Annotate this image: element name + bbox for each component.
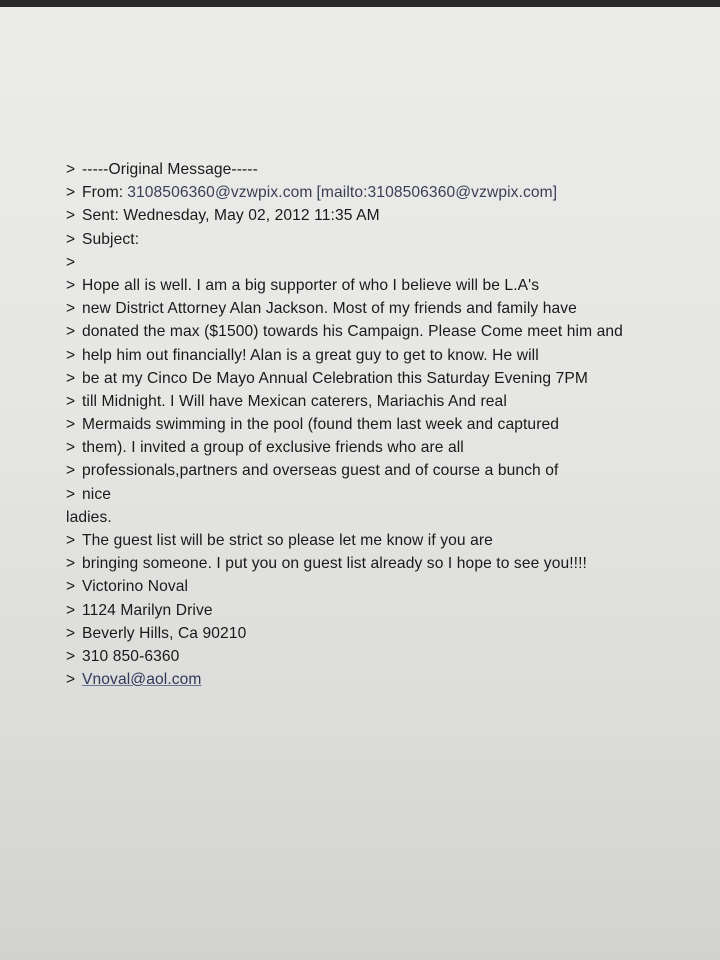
quote-mark: > [66, 671, 76, 689]
body-text: Hope all is well. I am a big supporter of who I believe will be L.A's [82, 276, 540, 294]
quote-mark: > [66, 416, 76, 434]
quote-mark: > [66, 346, 76, 364]
blank-quoted-line [66, 251, 706, 274]
closing-line [66, 529, 706, 552]
body-line [66, 274, 706, 297]
signature-name: Victorino Noval [82, 578, 189, 596]
quote-mark: > [66, 578, 76, 596]
signature-city: Beverly Hills, Ca 90210 [82, 624, 247, 642]
body-line [66, 390, 706, 413]
body-text: help him out financially! Alan is a great guy to get to know. He will [82, 346, 539, 364]
quote-mark: > [66, 300, 76, 318]
quote-mark: > [66, 207, 76, 225]
body-line [66, 459, 706, 482]
from-address: 3108506360@vzwpix.com [127, 184, 313, 202]
body-text: Mermaids swimming in the pool (found them last week and captured [82, 416, 560, 434]
signature-phone-line [66, 645, 706, 668]
body-text: be at my Cinco De Mayo Annual Celebration this Saturday Evening 7PM [82, 369, 588, 387]
original-message-line [66, 158, 706, 181]
signature-street: 1124 Marilyn Drive [82, 601, 213, 619]
body-text: nice [82, 485, 112, 503]
quote-mark: > [66, 624, 76, 642]
email-printout [66, 158, 706, 691]
quote-mark: > [66, 276, 76, 294]
from-label: From: [82, 184, 124, 202]
subject-text: Subject: [82, 230, 140, 248]
page-top-edge [0, 0, 720, 7]
closing-text: bringing someone. I put you on guest list already so I hope to see you!!!! [82, 555, 587, 573]
body-text: donated the max ($1500) towards his Campaign. Please Come meet him and [82, 323, 623, 341]
quote-mark: > [66, 369, 76, 387]
sent-line [66, 204, 706, 227]
quote-mark: > [66, 161, 76, 178]
signature-email-line [66, 668, 706, 691]
quote-mark: > [66, 184, 76, 202]
body-text: them). I invited a group of exclusive friends who are all [82, 439, 464, 457]
quote-mark: > [66, 230, 76, 248]
quote-mark: > [66, 647, 76, 665]
from-mailto: [mailto:3108506360@vzwpix.com] [316, 184, 558, 202]
quote-mark: > [66, 532, 76, 549]
body-line [66, 413, 706, 436]
body-text: new District Attorney Alan Jackson. Most of my friends and family have [82, 300, 577, 318]
quote-mark: > [66, 462, 76, 480]
quote-mark: > [66, 392, 76, 410]
from-line [66, 181, 706, 204]
signature-city-line [66, 622, 706, 645]
body-line [66, 483, 706, 506]
body-line [66, 297, 706, 320]
unquoted-text: ladies. [66, 508, 112, 526]
quote-mark: > [66, 323, 76, 341]
body-text: professionals,partners and overseas guest and of course a bunch of [82, 462, 559, 480]
body-line [66, 320, 706, 343]
quote-mark: > [66, 485, 76, 503]
quote-mark: > [66, 253, 76, 271]
unquoted-line [66, 506, 706, 529]
original-message-text: -----Original Message----- [82, 161, 258, 178]
quote-mark: > [66, 555, 76, 573]
body-line [66, 436, 706, 459]
signature-email-link[interactable]: Vnoval@aol.com [82, 671, 202, 689]
closing-line [66, 552, 706, 575]
signature-street-line [66, 599, 706, 622]
body-line [66, 367, 706, 390]
signature-name-line [66, 575, 706, 598]
sent-text: Sent: Wednesday, May 02, 2012 11:35 AM [82, 207, 380, 225]
body-line [66, 344, 706, 367]
signature-phone: 310 850-6360 [82, 647, 180, 665]
subject-line [66, 228, 706, 251]
closing-text: The guest list will be strict so please let me know if you are [82, 532, 493, 549]
body-text: till Midnight. I Will have Mexican caterers, Mariachis And real [82, 392, 507, 410]
quote-mark: > [66, 601, 76, 619]
quote-mark: > [66, 439, 76, 457]
